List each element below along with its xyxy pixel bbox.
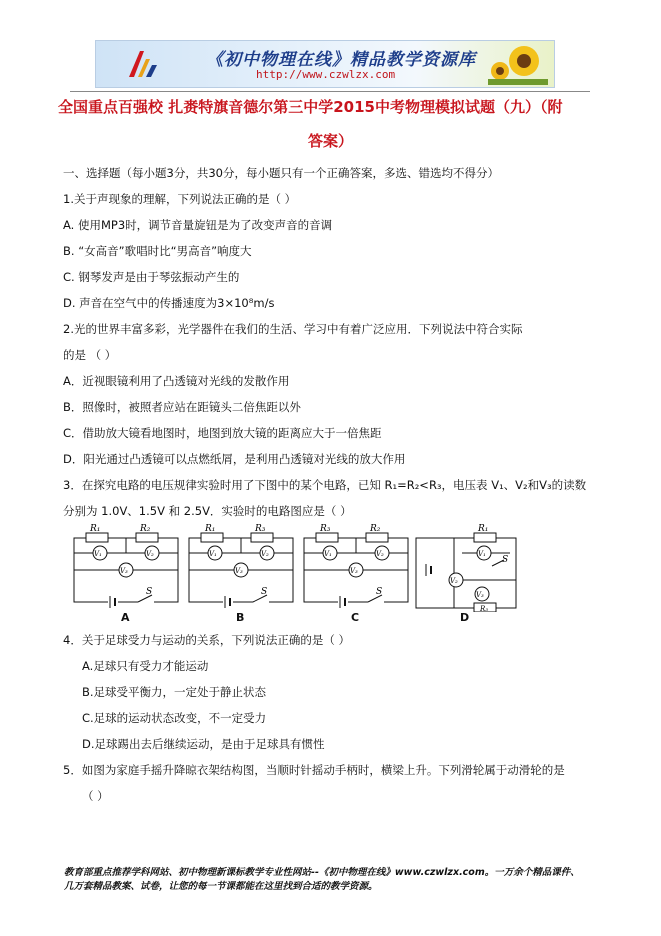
q3-stem-line1: 3．在探究电路的电压规律实验时用了下图中的某个电路，已知 R₁=R₂<R₃，电压表 V₁、V₂和V₃的读数 bbox=[63, 478, 587, 492]
footer-line2: 几万套精品教案、试卷，让您的每一节课都能在这里找到合适的教学资源。 bbox=[64, 881, 378, 892]
circuit-d-v-bottom: V₃ bbox=[476, 591, 484, 599]
circuit-a-r-left: R₁ bbox=[90, 524, 101, 534]
q1-option-d: D. 声音在空气中的传播速度为3×10⁸m/s bbox=[63, 296, 275, 310]
circuit-d-v-top: V₁ bbox=[478, 550, 486, 558]
circuit-c-switch: S bbox=[376, 587, 383, 597]
q2-option-b: B．照像时，被照者应站在距镜头二倍焦距以外 bbox=[63, 400, 301, 414]
q5-stem-line1: 5．如图为家庭手摇升降晾衣架结构图，当顺时针摇动手柄时，横梁上升。下列滑轮属于动滑轮的是 bbox=[63, 763, 565, 777]
circuit-label-d: D bbox=[460, 611, 470, 624]
q5-stem-line2: （ ） bbox=[82, 789, 109, 803]
document-title-line2: 答案） bbox=[307, 132, 353, 150]
circuit-b-v-right: V₂ bbox=[261, 550, 269, 558]
circuit-c-r-right: R₂ bbox=[370, 524, 381, 534]
circuit-b-r-left: R₁ bbox=[205, 524, 216, 534]
circuit-b-v-mid: V₃ bbox=[235, 567, 243, 575]
q2-option-a: A．近视眼镜利用了凸透镜对光线的发散作用 bbox=[63, 374, 290, 388]
circuit-d-v-mid: V₂ bbox=[450, 577, 458, 585]
banner-title: 《初中物理在线》精品教学资源库 bbox=[206, 50, 476, 70]
circuit-c-v-left: V₁ bbox=[324, 550, 332, 558]
circuit-label-b: B bbox=[236, 611, 245, 624]
document-title-line1: 全国重点百强校 扎赉特旗音德尔第三中学2015中考物理模拟试题（九）（附 bbox=[58, 98, 563, 116]
q4-option-d: D.足球踢出去后继续运动，是由于足球具有惯性 bbox=[82, 737, 325, 751]
circuit-diagram-b bbox=[187, 524, 295, 610]
footer-line1: 教育部重点推荐学科网站、初中物理新课标教学专业性网站--《初中物理在线》www.czwlzx.com。一万余个精品课件、 bbox=[64, 867, 580, 878]
circuit-a-v-right: V₂ bbox=[146, 550, 154, 558]
circuit-b-switch: S bbox=[261, 587, 268, 597]
q4-option-a: A.足球只有受力才能运动 bbox=[82, 659, 209, 673]
circuit-a-switch: S bbox=[146, 587, 153, 597]
q1-option-c: C. 钢琴发声是由于琴弦振动产生的 bbox=[63, 270, 240, 284]
circuit-label-a: A bbox=[121, 611, 130, 624]
circuit-a-v-mid: V₃ bbox=[120, 567, 128, 575]
section-heading: 一、选择题（每小题3分，共30分，每小题只有一个正确答案，多选、错选均不得分） bbox=[63, 166, 499, 180]
circuit-diagram-c bbox=[302, 524, 410, 610]
circuit-a-v-left: V₁ bbox=[94, 550, 102, 558]
q2-option-c: C．借助放大镜看地图时，地图到放大镜的距离应大于一倍焦距 bbox=[63, 426, 382, 440]
circuit-a-r-right: R₂ bbox=[140, 524, 151, 534]
circuit-c-v-right: V₂ bbox=[376, 550, 384, 558]
circuit-d-r-bottom: R₃ bbox=[480, 605, 489, 612]
circuit-c-r-left: R₃ bbox=[320, 524, 331, 534]
q4-option-b: B.足球受平衡力，一定处于静止状态 bbox=[82, 685, 267, 699]
sunflower-icon bbox=[488, 43, 548, 85]
q2-option-d: D．阳光通过凸透镜可以点燃纸屑，是利用凸透镜对光线的放大作用 bbox=[63, 452, 406, 466]
q1-stem: 1.关于声现象的理解，下列说法正确的是（ ） bbox=[63, 192, 297, 206]
circuit-label-c: C bbox=[351, 611, 360, 624]
site-logo-icon bbox=[126, 47, 160, 81]
header-banner bbox=[95, 40, 555, 88]
circuit-d-switch: S bbox=[502, 555, 509, 565]
circuit-b-r-right: R₃ bbox=[255, 524, 266, 534]
q3-stem-line2: 分别为 1.0V、1.5V 和 2.5V．实验时的电路图应是（ ） bbox=[63, 504, 352, 518]
circuit-c-v-mid: V₃ bbox=[350, 567, 358, 575]
q1-option-a: A. 使用MP3时，调节音量旋钮是为了改变声音的音调 bbox=[63, 218, 333, 232]
q4-option-c: C.足球的运动状态改变，不一定受力 bbox=[82, 711, 267, 725]
circuit-diagram-d bbox=[414, 524, 520, 612]
circuit-b-v-left: V₁ bbox=[209, 550, 217, 558]
q2-stem-line2: 的是 （ ） bbox=[63, 348, 117, 362]
banner-url[interactable]: http://www.czwlzx.com bbox=[256, 68, 396, 81]
q1-option-b: B. “女高音”歌唱时比“男高音”响度大 bbox=[63, 244, 252, 258]
q4-stem: 4．关于足球受力与运动的关系，下列说法正确的是（ ） bbox=[63, 633, 350, 647]
circuit-diagram-a bbox=[72, 524, 180, 610]
header-divider bbox=[70, 91, 590, 92]
circuit-d-r-top: R₁ bbox=[478, 524, 489, 534]
q2-stem-line1: 2.光的世界丰富多彩，光学器件在我们的生活、学习中有着广泛应用．下列说法中符合实际 bbox=[63, 322, 523, 336]
